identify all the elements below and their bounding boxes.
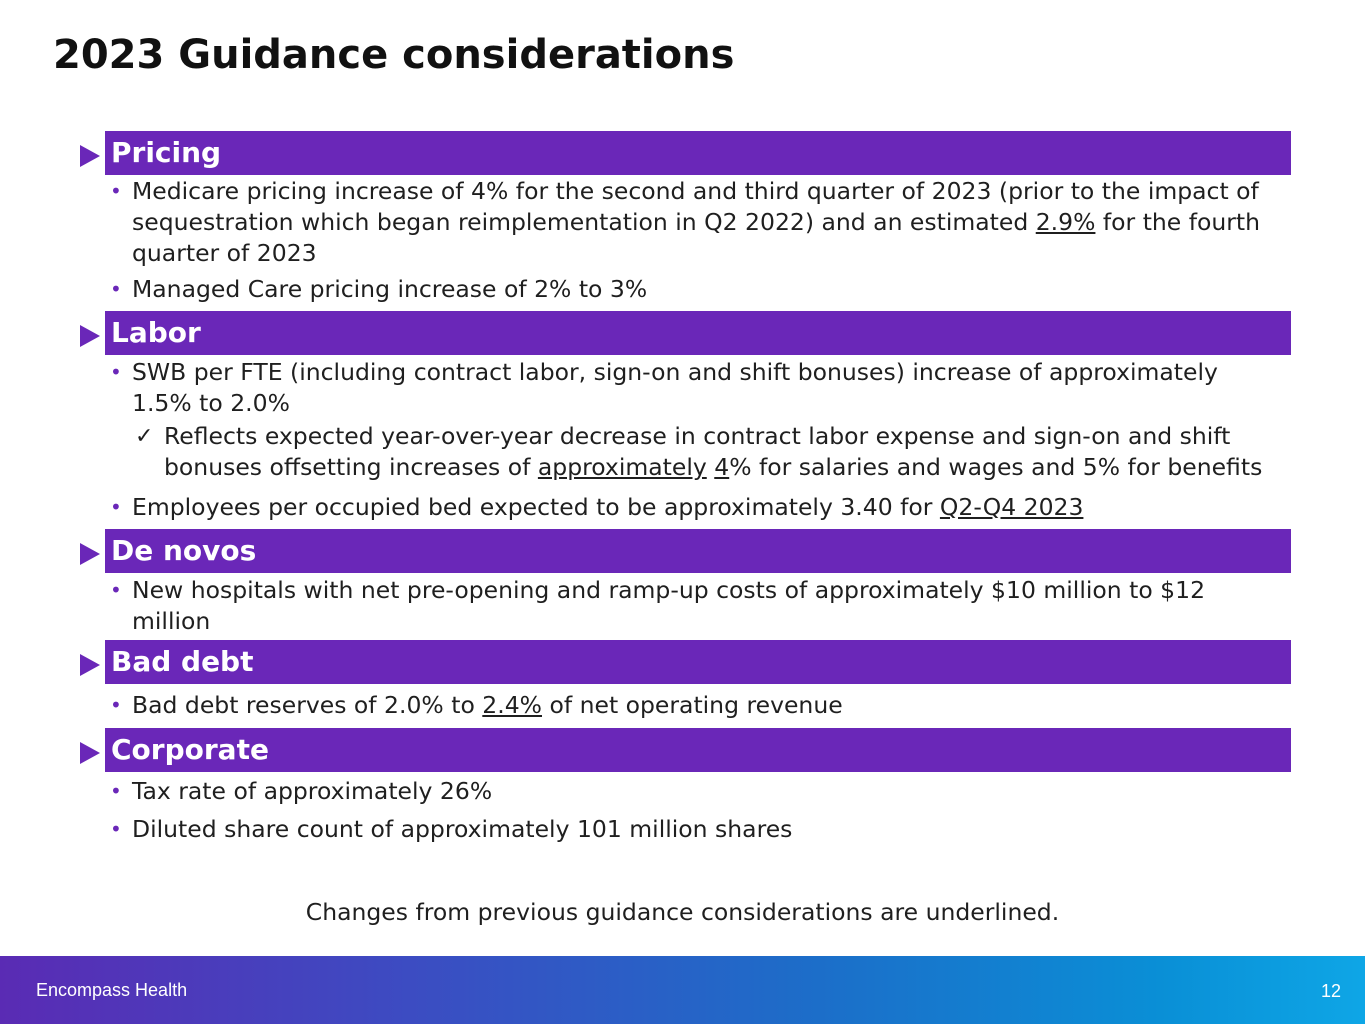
bullet-text: Bad debt reserves of 2.0% to 2.4% of net operating revenue bbox=[132, 691, 843, 719]
sub-list-item bbox=[135, 421, 1275, 483]
list-item bbox=[110, 690, 1280, 721]
section-title: Bad debt bbox=[111, 645, 254, 678]
changed-value: 4 bbox=[714, 453, 730, 481]
bullet-icon: • bbox=[110, 693, 122, 717]
section-title: De novos bbox=[111, 534, 257, 567]
footnote: Changes from previous guidance considerations are underlined. bbox=[305, 898, 1060, 926]
footer-bar bbox=[0, 956, 1365, 1024]
triangle-right-icon bbox=[80, 654, 100, 676]
checkmark-icon: ✓ bbox=[135, 424, 154, 449]
bullet-text: Employees per occupied bed expected to be approximately 3.40 for Q2-Q4 2023 bbox=[132, 493, 1084, 521]
sub-bullet-text: Reflects expected year-over-year decrease in contract labor expense and sign-on and shift bonuses offsetting increases of approximately 4% for salaries and wages and 5% for benefits bbox=[164, 422, 1263, 481]
changed-value: approximately bbox=[537, 453, 707, 481]
changed-value: 2.4% bbox=[482, 691, 542, 719]
section-title: Corporate bbox=[111, 733, 269, 766]
section-header-pricing bbox=[80, 131, 1291, 175]
section-title: Labor bbox=[111, 316, 201, 349]
section-bar bbox=[105, 311, 1291, 355]
list-item bbox=[110, 176, 1280, 269]
list-item bbox=[110, 357, 1280, 419]
bullet-icon: • bbox=[110, 277, 122, 301]
triangle-right-icon bbox=[80, 325, 100, 347]
triangle-right-icon bbox=[80, 145, 100, 167]
list-item bbox=[110, 274, 1280, 305]
list-item bbox=[110, 776, 1280, 807]
changed-value: Q2-Q4 2023 bbox=[939, 493, 1084, 521]
section-title: Pricing bbox=[111, 136, 222, 169]
page-title: 2023 Guidance considerations bbox=[53, 32, 735, 78]
section-header-bad-debt bbox=[80, 640, 1291, 684]
bullet-icon: • bbox=[110, 360, 122, 384]
section-bar bbox=[105, 131, 1291, 175]
bullet-text: Tax rate of approximately 26% bbox=[132, 777, 493, 805]
bullet-text: Medicare pricing increase of 4% for the second and third quarter of 2023 (prior to the impact of sequestration which began reimplementation in Q2 2022) and an estimated 2.9% for the fourth quarter of 2023 bbox=[132, 177, 1261, 267]
bullet-text: SWB per FTE (including contract labor, sign-on and shift bonuses) increase of approximately 1.5% to 2.0% bbox=[132, 358, 1218, 417]
bullet-icon: • bbox=[110, 495, 122, 519]
section-bar bbox=[105, 728, 1291, 772]
section-header-de-novos bbox=[80, 529, 1291, 573]
section-bar bbox=[105, 640, 1291, 684]
bullet-icon: • bbox=[110, 779, 122, 803]
bullet-icon: • bbox=[110, 817, 122, 841]
bullet-text: New hospitals with net pre-opening and ramp-up costs of approximately $10 million to $12 million bbox=[132, 576, 1206, 635]
bullet-text: Diluted share count of approximately 101 million shares bbox=[132, 815, 793, 843]
triangle-right-icon bbox=[80, 543, 100, 565]
section-bar bbox=[105, 529, 1291, 573]
changed-value: 2.9% bbox=[1035, 208, 1096, 236]
bullet-text: Managed Care pricing increase of 2% to 3% bbox=[132, 275, 648, 303]
footer-brand: Encompass Health bbox=[36, 980, 188, 1000]
page-number: 12 bbox=[1320, 981, 1341, 1001]
section-header-corporate bbox=[80, 728, 1291, 772]
bullet-icon: • bbox=[110, 578, 122, 602]
list-item bbox=[110, 575, 1280, 637]
list-item bbox=[110, 814, 1280, 845]
list-item bbox=[110, 492, 1280, 523]
triangle-right-icon bbox=[80, 742, 100, 764]
bullet-icon: • bbox=[110, 179, 122, 203]
section-header-labor bbox=[80, 311, 1291, 355]
